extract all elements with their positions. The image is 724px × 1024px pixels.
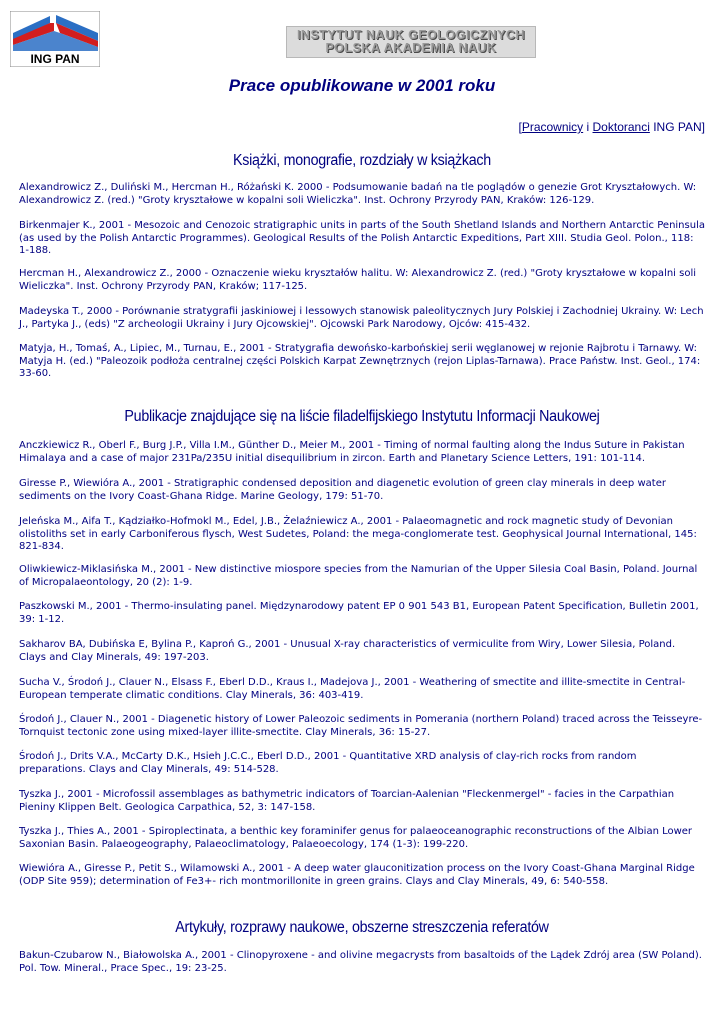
reference-item: Madeyska T., 2000 - Porównanie stratygrafii jaskiniowej i lessowych stanowisk paleolitycznych Jury Polskiej i Zachodniej Ukrainy. W: Lech J., Partyka J., (eds) "Z archeologii Ukrainy i Jury Ojcowskiej". Ojcowski Park Narodowy, Ojców: 415-432. — [19, 306, 704, 330]
reference-item: Tyszka J., 2001 - Microfossil assemblages as bathymetric indicators of Toarcian-Aalenian "Fleckenmergel" - facies in the Carpathian Pieniny Klippen Belt. Geologica Carpathica, 52, 3: 147-158. — [19, 789, 675, 813]
reference-item: Sakharov BA, Dubińska E, Bylina P., Kaproń G., 2001 - Unusual X-ray characteristics of vermiculite from Wiry, Lower Silesia, Poland. Clays and Clay Minerals, 49: 197-203. — [19, 639, 676, 663]
reference-item: Birkenmajer K., 2001 - Mesozoic and Cenozoic stratigraphic units in parts of the South Shetland Islands and Northern Antarctic Peninsula (as used by the Polish Antarctic Programmes). Geological Results of the Polish Antarctic Expeditions, Part XIII. Studia Geol. Polon., 118: 1-188. — [19, 220, 705, 256]
logo-text: ING PAN — [30, 52, 80, 66]
logo-graphic — [10, 11, 100, 67]
reference-item: Bakun-Czubarow N., Białowolska A., 2001 - Clinopyroxene - and olivine megacrysts from basaltoids of the Lądek Zdrój area (SW Poland). Pol. Tow. Mineral., Prace Spec., 19: 23-25. — [19, 950, 702, 974]
reference-item: Alexandrowicz Z., Duliński M., Hercman H., Różański K. 2000 - Podsumowanie badań na tle poglądów o genezie Grot Kryształowych. W: Alexandrowicz Z. (red.) "Groty kryształowe w kopalni soli Wieliczka". Inst. Ochrony Przyrody PAN, Kraków: 126-129. — [19, 182, 697, 206]
nav-links — [518, 120, 705, 134]
reference-item: Matyja, H., Tomaś, A., Lipiec, M., Turnau, E., 2001 - Stratygrafia dewońsko-karbońskiej serii węglanowej w rejonie Rajbrotu i Tarnawy. W: Matyja H. (ed.) "Paleozoik podłoża centralnej części Polskich Karpat Zewnętrznych (rejon Liplas-Tarnawa). Prace Państw. Inst. Geol., 174: 33-60. — [19, 343, 701, 379]
banner-line-2: POLSKA AKADEMIA NAUK — [325, 41, 497, 55]
reference-item: Wiewióra A., Giresse P., Petit S., Wilamowski A., 2001 - A deep water glauconitization process on the Ivory Coast-Ghana Marginal Ridge (ODP Site 959); determination of Fe3+- rich montmorillonite in green grains. Clays and Clay Minerals, 49, 6: 540-558. — [19, 863, 695, 887]
reference-item: Sucha V., Środoń J., Clauer N., Elsass F., Eberl D.D., Kraus I., Madejova J., 2001 - Weathering of smectite and illite-smectite in Central-European temperate climatic conditions. Clay Minerals, 36: 403-419. — [19, 677, 686, 701]
banner-line-1: INSTYTUT NAUK GEOLOGICZNYCH — [296, 28, 526, 42]
nav-separator: i — [583, 120, 593, 134]
nav-open-bracket: [ — [518, 120, 522, 134]
reference-item: Oliwkiewicz-Miklasińska M., 2001 - New distinctive miospore species from the Namurian of the Upper Silesia Coal Basin, Poland. Journal of Micropalaeontology, 20 (2): 1-9. — [19, 564, 698, 588]
nav-tail: ING PAN] — [649, 120, 705, 134]
nav-link-doktoranci[interactable]: Doktoranci — [592, 120, 650, 134]
section-heading-isi-publications: Publikacje znajdujące się na liście filadelfijskiego Instytutu Informacji Naukowej — [124, 408, 600, 425]
reference-item: Paszkowski M., 2001 - Thermo-insulating panel. Międzynarodowy patent EP 0 901 543 B1, European Patent Specification, Bulletin 2001, 39: 1-12. — [19, 601, 699, 625]
reference-item: Giresse P., Wiewióra A., 2001 - Stratigraphic condensed deposition and diagenetic evolution of green clay minerals in deep water sediments on the Ivory Coast-Ghana Ridge. Marine Geology, 179: 51-70. — [19, 478, 666, 502]
reference-item: Tyszka J., Thies A., 2001 - Spiroplectinata, a benthic key foraminifer genus for palaeoceanographic reconstructions of the Albian Lower Saxonian Basin. Palaeogeography, Palaeoclimatology, Palaeoecology, 174 (1-3): 199-220. — [19, 826, 693, 850]
reference-item: Hercman H., Alexandrowicz Z., 2000 - Oznaczenie wieku kryształów halitu. W: Alexandrowicz Z. (red.) "Groty kryształowe w kopalni soli Wieliczka". Inst. Ochrony Przyrody PAN, Kraków; 117-125. — [19, 268, 697, 292]
reference-item: Środoń J., Clauer N., 2001 - Diagenetic history of Lower Paleozoic sediments in Pomerania (northern Poland) traced across the Teisseyre-Tornquist tectonic zone using mixed-layer illite-smectite. Clay Minerals, 36: 15-27. — [19, 714, 703, 738]
reference-item: Anczkiewicz R., Oberl F., Burg J.P., Villa I.M., Günther D., Meier M., 2001 - Timing of normal faulting along the Indus Suture in Pakistan Himalaya and a case of major 231Pa/235U initial disequilibrium in zircon. Earth and Planetary Science Letters, 191: 101-114. — [19, 440, 685, 464]
section-heading-books: Książki, monografie, rozdziały w książkach — [233, 152, 491, 169]
ing-pan-logo — [10, 11, 100, 67]
reference-item: Środoń J., Drits V.A., McCarty D.K., Hsieh J.C.C., Eberl D.D., 2001 - Quantitative XRD analysis of clay-rich rocks from random preparations. Clays and Clay Minerals, 49: 514-528. — [19, 751, 637, 775]
page-title: Prace opublikowane w 2001 roku — [228, 76, 496, 95]
nav-link-pracownicy[interactable]: Pracownicy — [521, 120, 584, 134]
section-heading-articles: Artykuły, rozprawy naukowe, obszerne streszczenia referatów — [175, 919, 549, 936]
reference-item: Jeleńska M., Aifa T., Kądziałko-Hofmokl M., Edel, J.B., Żelaźniewicz A., 2001 - Palaeomagnetic and rock magnetic study of Devonian olistoliths set in early Carboniferous flysch, West Sudetes, Poland: the mega-conglomerate test. Geophysical Journal International, 145: 821-834. — [19, 516, 697, 552]
institute-banner — [286, 26, 536, 58]
